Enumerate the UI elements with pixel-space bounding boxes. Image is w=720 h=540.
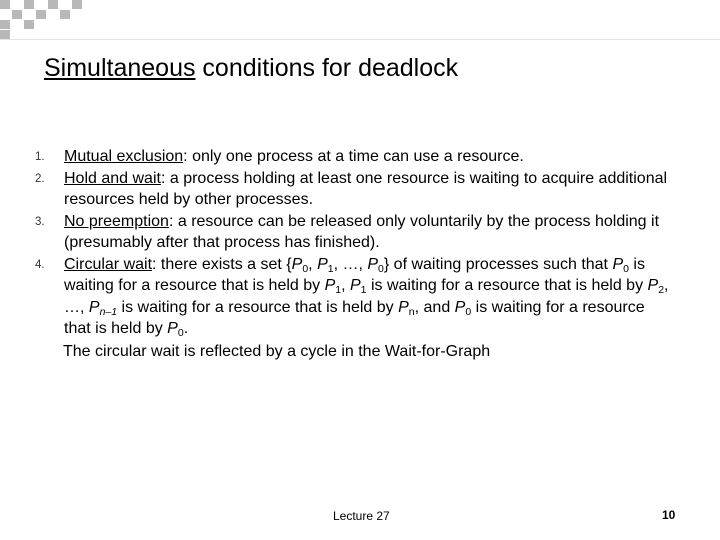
term-hold-and-wait: Hold and wait <box>64 169 161 187</box>
item-text: a process holding at least one resource is waiting to acquire additional resources held by other processes. <box>64 169 668 208</box>
list-item-mutual-exclusion: 1. Mutual exclusion: only one process at a time can use a resource. <box>32 146 672 168</box>
list-number: 3. <box>35 215 45 228</box>
list-number: 4. <box>35 258 45 271</box>
decor-square <box>24 20 34 29</box>
footer-lecture: Lecture 27 <box>333 509 390 523</box>
slide-decoration <box>0 0 720 40</box>
title-underlined-word: Simultaneous <box>44 54 196 82</box>
conditions-list <box>32 146 672 362</box>
list-item-no-preemption: 3. No preemption: a resource can be released only voluntarily by the process holding it (presumably after that process has finished). <box>35 212 660 251</box>
decor-square <box>48 0 58 9</box>
list-number: 1. <box>35 151 45 163</box>
decor-square <box>36 10 46 19</box>
circular-wait-note: The circular wait is reflected by a cycle in the Wait-for-Graph <box>63 342 491 360</box>
list-number: 2. <box>35 172 45 185</box>
decor-square <box>60 10 70 19</box>
title-rest: conditions for deadlock <box>195 54 459 82</box>
decor-square <box>0 20 10 29</box>
term-no-preemption: No preemption <box>64 212 169 230</box>
item-text: only one process at a time can use a resource. <box>187 148 524 165</box>
item-text: a resource can be released only voluntarily by the process holding it (presumably after that process has finished). <box>64 212 660 251</box>
decor-square <box>0 0 10 9</box>
decor-square <box>72 0 82 9</box>
decor-square <box>12 10 22 19</box>
list-item-hold-and-wait: 2. Hold and wait: a process holding at least one resource is waiting to acquire additional resources held by other processes. <box>35 169 668 208</box>
term-circular-wait: Circular wait <box>64 255 153 273</box>
decor-square <box>0 30 10 39</box>
term-mutual-exclusion: Mutual exclusion <box>64 148 184 165</box>
slide-title <box>44 54 458 83</box>
decor-square <box>24 0 34 9</box>
page-number: 10 <box>662 508 676 522</box>
list-item-circular-wait: 4. Circular wait: there exists a set {$P_0$, $P_1$, …, $P_0$} of waiting processes such that $P_0$ is waiting for a resource that is held by $P_1$, $P_1$ is waiting for a resource that is held by $P_2$, …, $P_{n-1}$ is waiting for a resource that is held by $P_n$, and $P_0$ is waiting for a resource that is held by $P_0$. <box>35 255 669 339</box>
